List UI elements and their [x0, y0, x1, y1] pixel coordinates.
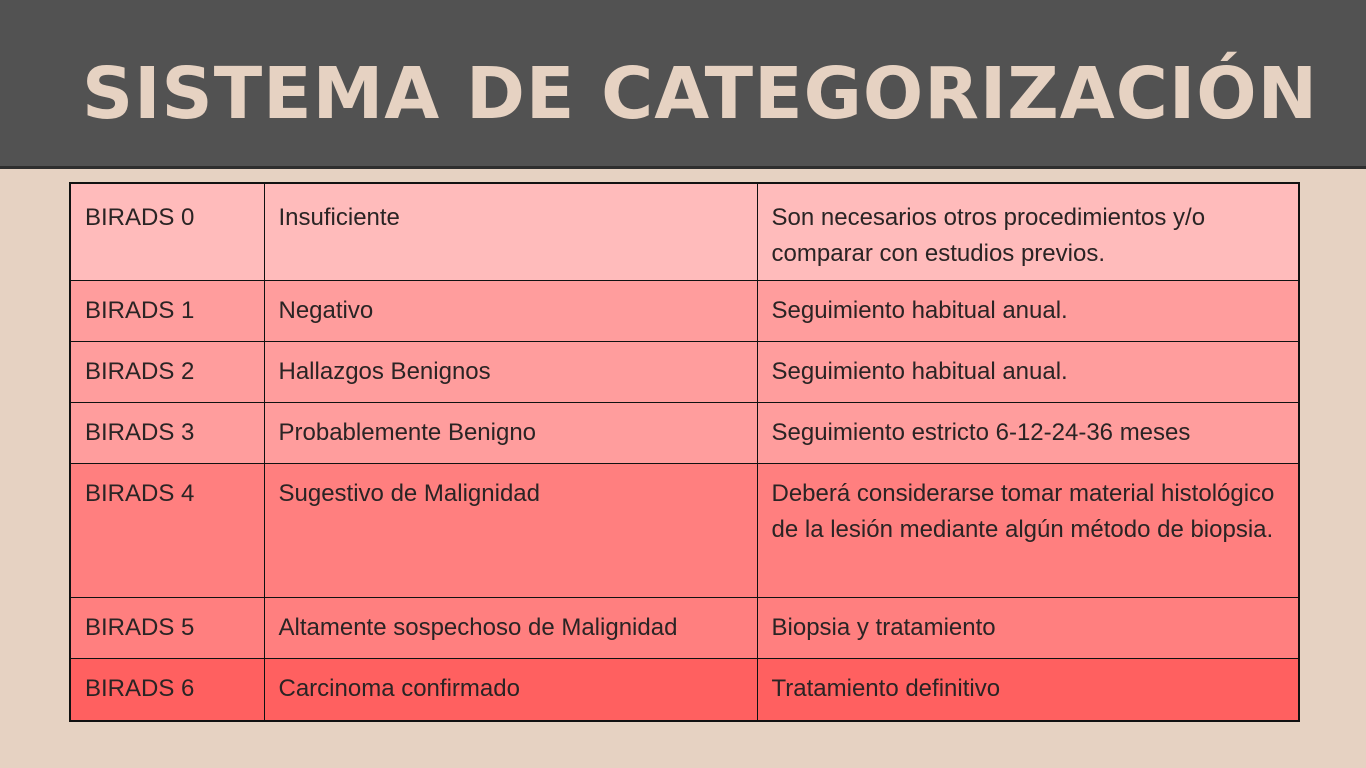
category-cell: BIRADS 2	[70, 341, 264, 402]
assessment-cell: Negativo	[264, 280, 757, 341]
category-cell: BIRADS 4	[70, 463, 264, 597]
management-cell: Seguimiento habitual anual.	[757, 280, 1299, 341]
category-cell: BIRADS 1	[70, 280, 264, 341]
management-cell: Seguimiento habitual anual.	[757, 341, 1299, 402]
assessment-cell: Insuficiente	[264, 183, 757, 280]
assessment-cell: Carcinoma confirmado	[264, 658, 757, 721]
category-cell: BIRADS 5	[70, 597, 264, 658]
slide-title: SISTEMA DE CATEGORIZACIÓN	[82, 52, 1319, 135]
birads-table	[69, 182, 1300, 722]
assessment-cell: Altamente sospechoso de Malignidad	[264, 597, 757, 658]
management-cell: Biopsia y tratamiento	[757, 597, 1299, 658]
table-row	[70, 280, 1299, 341]
assessment-cell: Hallazgos Benignos	[264, 341, 757, 402]
management-cell: Son necesarios otros procedimientos y/o comparar con estudios previos.	[757, 183, 1299, 280]
title-bar	[0, 0, 1366, 169]
management-cell: Deberá considerarse tomar material histológico de la lesión mediante algún método de biopsia.	[757, 463, 1299, 597]
assessment-cell: Sugestivo de Malignidad	[264, 463, 757, 597]
assessment-cell: Probablemente Benigno	[264, 402, 757, 463]
table-row	[70, 463, 1299, 597]
management-cell: Tratamiento definitivo	[757, 658, 1299, 721]
category-cell: BIRADS 0	[70, 183, 264, 280]
table-row	[70, 183, 1299, 280]
table-row	[70, 341, 1299, 402]
table-row	[70, 597, 1299, 658]
management-cell: Seguimiento estricto 6-12-24-36 meses	[757, 402, 1299, 463]
table-row	[70, 402, 1299, 463]
category-cell: BIRADS 3	[70, 402, 264, 463]
category-cell: BIRADS 6	[70, 658, 264, 721]
table-row	[70, 658, 1299, 721]
